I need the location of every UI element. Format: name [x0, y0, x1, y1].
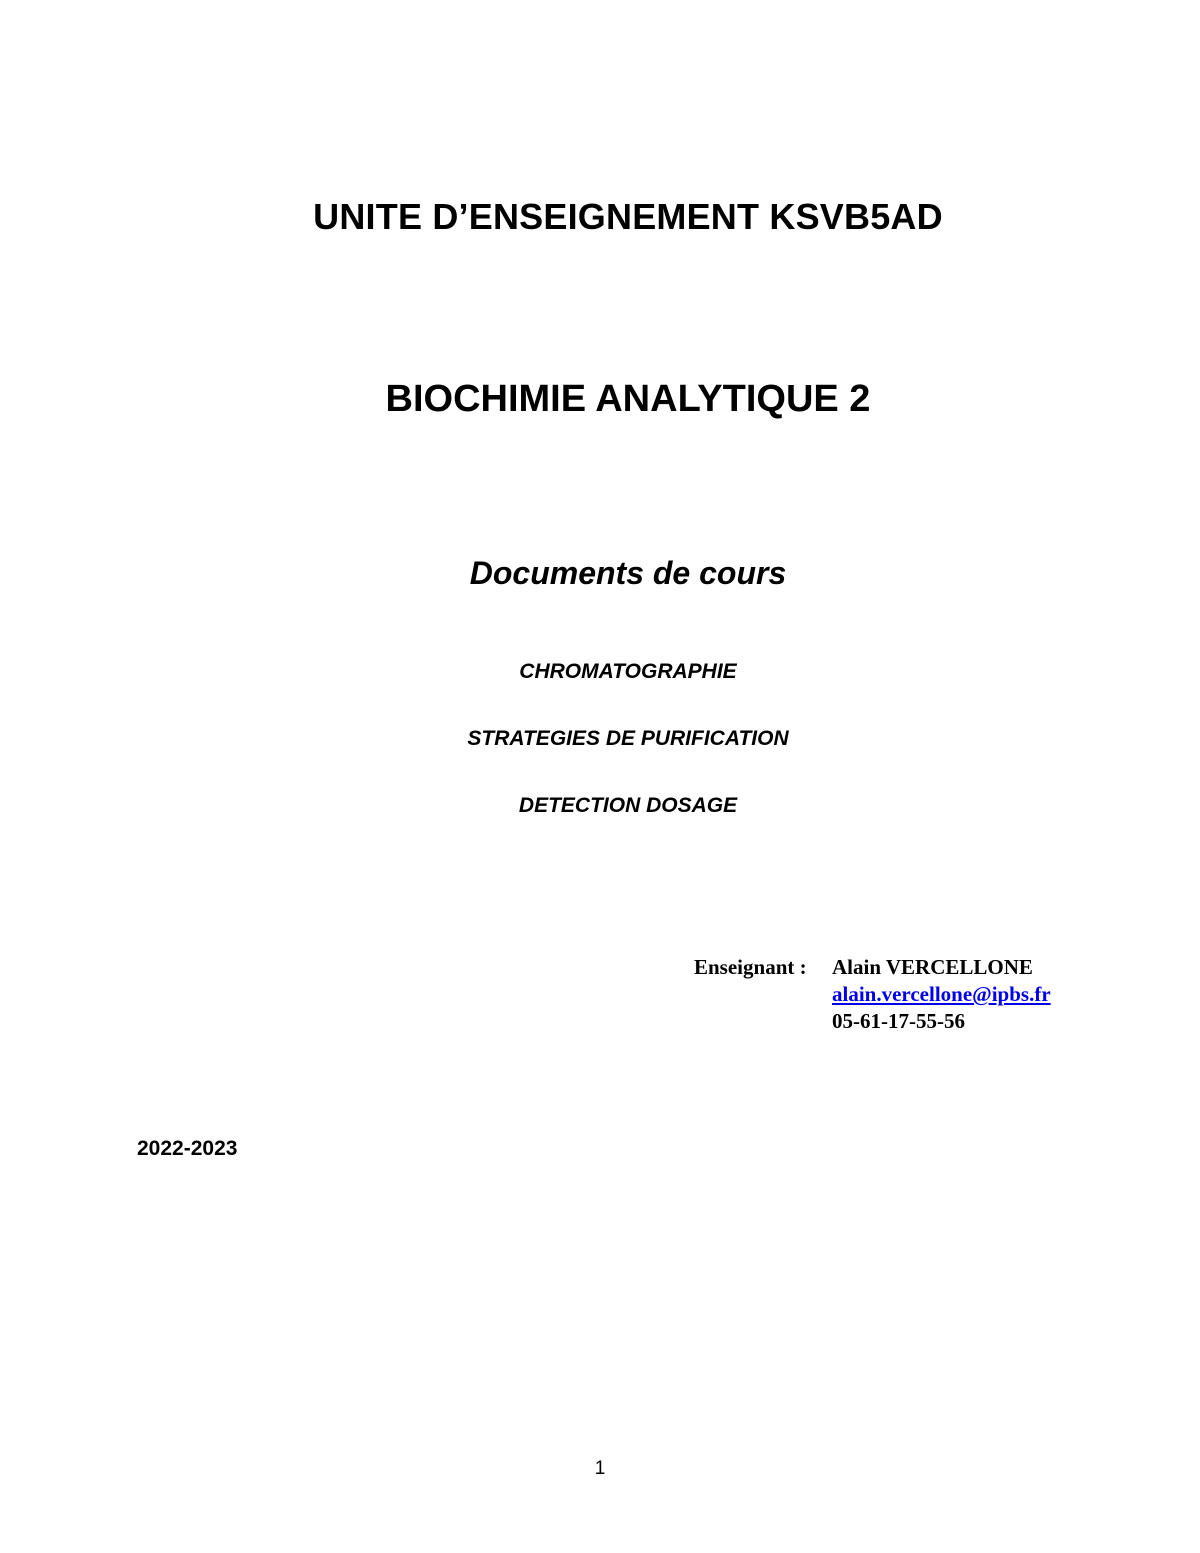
teacher-contact-block	[694, 954, 1051, 1035]
teacher-email-link[interactable]: alain.vercellone@ipbs.fr	[832, 982, 1051, 1006]
topic-strategies-purification: STRATEGIES DE PURIFICATION	[467, 727, 789, 750]
course-title: BIOCHIMIE ANALYTIQUE 2	[385, 378, 871, 420]
teacher-label: Enseignant :	[694, 955, 807, 979]
unit-title: UNITE D’ENSEIGNEMENT KSVB5AD	[313, 196, 943, 237]
teacher-name: Alain VERCELLONE	[832, 955, 1033, 979]
topic-chromatographie: CHROMATOGRAPHIE	[519, 660, 737, 683]
page-number: 1	[594, 1458, 606, 1479]
academic-year: 2022-2023	[137, 1137, 238, 1160]
teacher-phone: 05-61-17-55-56	[832, 1009, 965, 1033]
document-subtitle: Documents de cours	[469, 555, 787, 591]
topic-detection-dosage: DETECTION DOSAGE	[518, 794, 738, 817]
teacher-details	[832, 954, 1051, 1035]
